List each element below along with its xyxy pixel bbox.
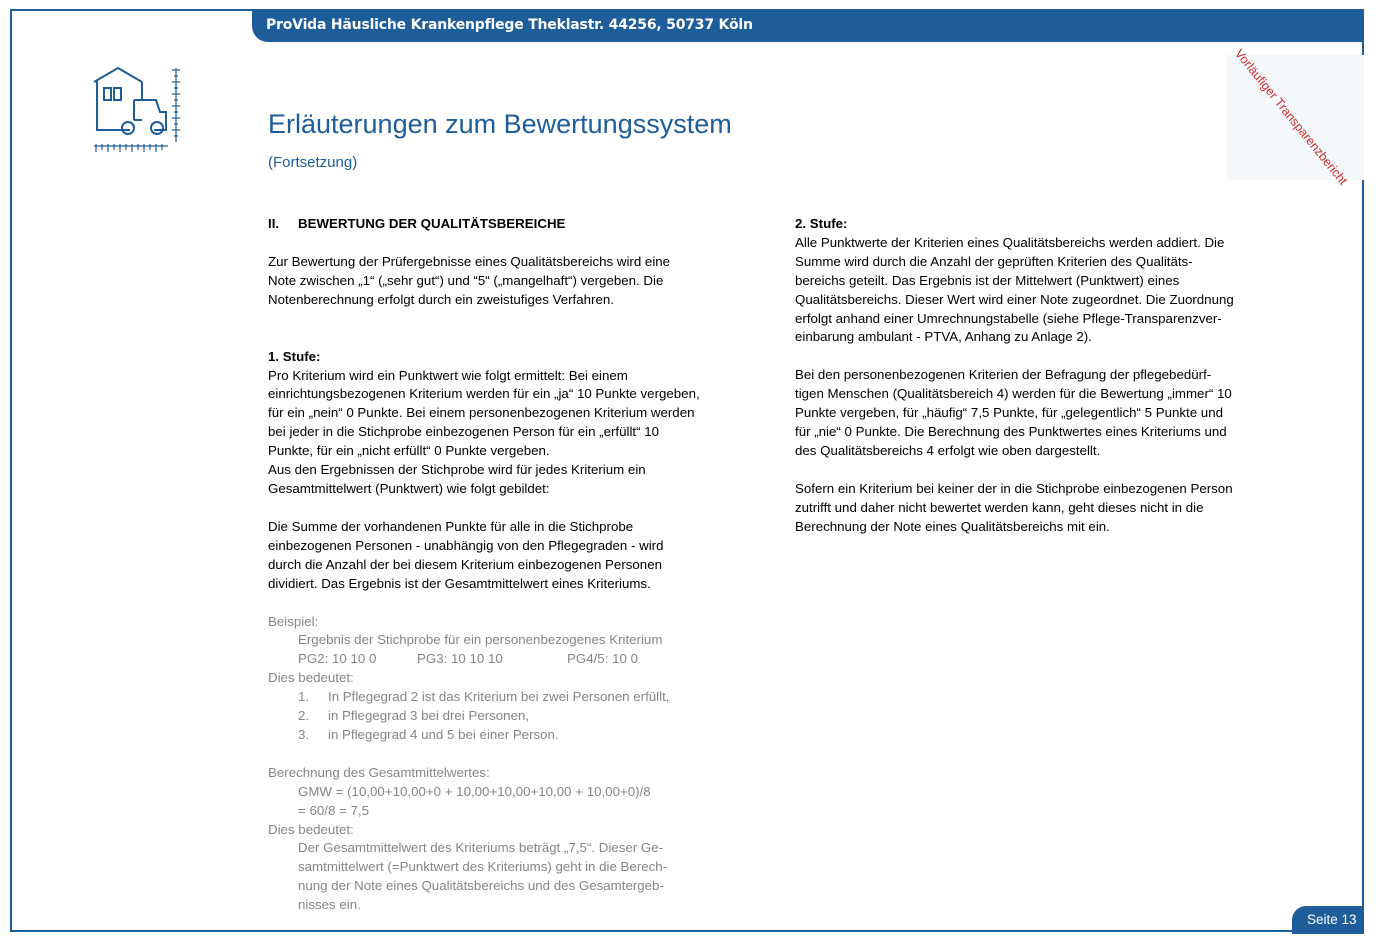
intro-paragraph: Zur Bewertung der Prüfergebnisse eines Qualitätsbereichs wird eine Note zwischen „1“ („sehr gut“) und “5“ („mangelhaft“) vergeben. Die Notenberechnung erfolgt durch ein zweistufiges Verfahren. xyxy=(268,253,671,307)
page-subtitle: (Fortsetzung) xyxy=(268,154,358,171)
right-column xyxy=(795,215,1245,537)
left-column xyxy=(268,215,718,915)
stufe2-paragraph: Alle Punktwerte der Kriterien eines Qualitätsbereichs werden addiert. Die Summe wird durch die Anzahl der geprüften Kriterien des Qualitäts- bereichs geteilt. Das Ergebnis ist der Mittelwert (Punktwert) eines Qualitätsbereichs. Dieser Wert wird einer Note zugeordnet. Die Zuordnung erfolgt anhand einer Umrechnungstabelle (siehe Pflege-Transparenzver- einbarung ambulant - PTVA, Anhang zu Anlage 2). xyxy=(795,234,1234,345)
house-tractor-icon xyxy=(90,64,185,156)
example-label: Beispiel: xyxy=(268,613,319,629)
formula-line-1: GMW = (10,00+10,00+0 + 10,00+10,00+10,00 + 10,00+0)/8 xyxy=(298,783,651,799)
pg-values-row xyxy=(268,650,718,669)
conclusion-paragraph: Der Gesamtmittelwert des Kriteriums beträgt „7,5“. Dieser Ge- samtmittelwert (=Punktwert des Kriteriums) geht in die Berech- nung der Note eines Qualitätsbereichs und des Gesamtergeb- nisses ein. xyxy=(298,840,668,913)
section-heading xyxy=(268,215,718,234)
page-title: Erläuterungen zum Bewertungssystem xyxy=(268,109,732,139)
stufe1-paragraph: Pro Kriterium wird ein Punktwert wie folgt ermittelt: Bei einem einrichtungsbezogenen Kriterium werden für ein „ja“ 10 Punkte vergeben, für ein „nein“ 0 Punkte. Bei einem personenbezogenen Kriterium werden bei jeder in die Stichprobe einbezogenen Person für ein „erfüllt“ 10 Punkte, für ein „nicht erfüllt“ 0 Punkte vergeben. Aus den Ergebnissen der Stichprobe wird für jedes Kriterium ein Gesamtmittelwert (Punktwert) wie folgt gebildet: xyxy=(268,367,700,496)
list-number: 3. xyxy=(298,726,310,742)
list-number: 1. xyxy=(298,689,310,705)
stufe1-heading: 1. Stufe: xyxy=(268,348,321,364)
example-block xyxy=(268,613,718,916)
berechnung-label: Berechnung des Gesamtmittelwertes: xyxy=(268,764,490,780)
example-line: Ergebnis der Stichprobe für ein personenbezogenes Kriterium xyxy=(298,632,663,648)
list-item xyxy=(268,688,718,707)
company-address: Theklastr. 44256, 50737 Köln xyxy=(528,17,753,33)
pg-value: PG4/5: 10 0 xyxy=(567,651,638,667)
bedeutet-label-2: Dies bedeutet: xyxy=(268,821,354,837)
section-title: BEWERTUNG DER QUALITÄTSBEREICHE xyxy=(298,216,566,231)
header-title xyxy=(266,17,753,33)
formula-line-2: = 60/8 = 7,5 xyxy=(298,802,369,818)
stufe2-heading: 2. Stufe: xyxy=(795,216,848,231)
list-text: in Pflegegrad 4 und 5 bei einer Person. xyxy=(328,726,559,742)
list-item xyxy=(268,707,718,726)
page-number: Seite 13 xyxy=(1307,912,1357,927)
pg-value: PG2: 10 10 0 xyxy=(298,651,377,667)
summe-paragraph: Die Summe der vorhandenen Punkte für alle in die Stichprobe einbezogenen Personen - unabhängig von den Pflegegraden - wird durch die Anzahl der bei diesem Kriterium einbezogenen Personen dividiert. Das Ergebnis ist der Gesamtmittelwert eines Kriteriums. xyxy=(268,518,664,591)
list-item xyxy=(268,726,718,745)
pg-value: PG3: 10 10 10 xyxy=(417,651,503,667)
list-number: 2. xyxy=(298,708,310,724)
personen-paragraph: Bei den personenbezogenen Kriterien der Befragung der pflegebedürf- tigen Menschen (Qualitätsbereich 4) werden für die Bewertung „immer“ 10 Punkte vergeben, für „häufig“ 7,5 Punkte, für „gelegentlich“ 5 Punkte und für „nie“ 0 Punkte. Die Berechnung des Punktwertes eines Kriteriums und des Qualitätsbereichs 4 erfolgt wie oben dargestellt. xyxy=(795,367,1232,458)
company-name: ProVida Häusliche Krankenpflege xyxy=(266,17,524,33)
list-text: in Pflegegrad 3 bei drei Personen, xyxy=(328,708,530,724)
list-text: In Pflegegrad 2 ist das Kriterium bei zwei Personen erfüllt, xyxy=(328,689,670,705)
section-number: II. xyxy=(268,216,280,231)
sofern-paragraph: Sofern ein Kriterium bei keiner der in die Stichprobe einbezogenen Person zutrifft und daher nicht bewertet werden kann, geht dieses nicht in die Berechnung der Note eines Qualitätsbereichs mit ein. xyxy=(795,480,1233,534)
stamp-text: Vorläufiger Transparenzbericht xyxy=(1232,46,1351,188)
bedeutet-label: Dies bedeutet: xyxy=(268,670,354,686)
